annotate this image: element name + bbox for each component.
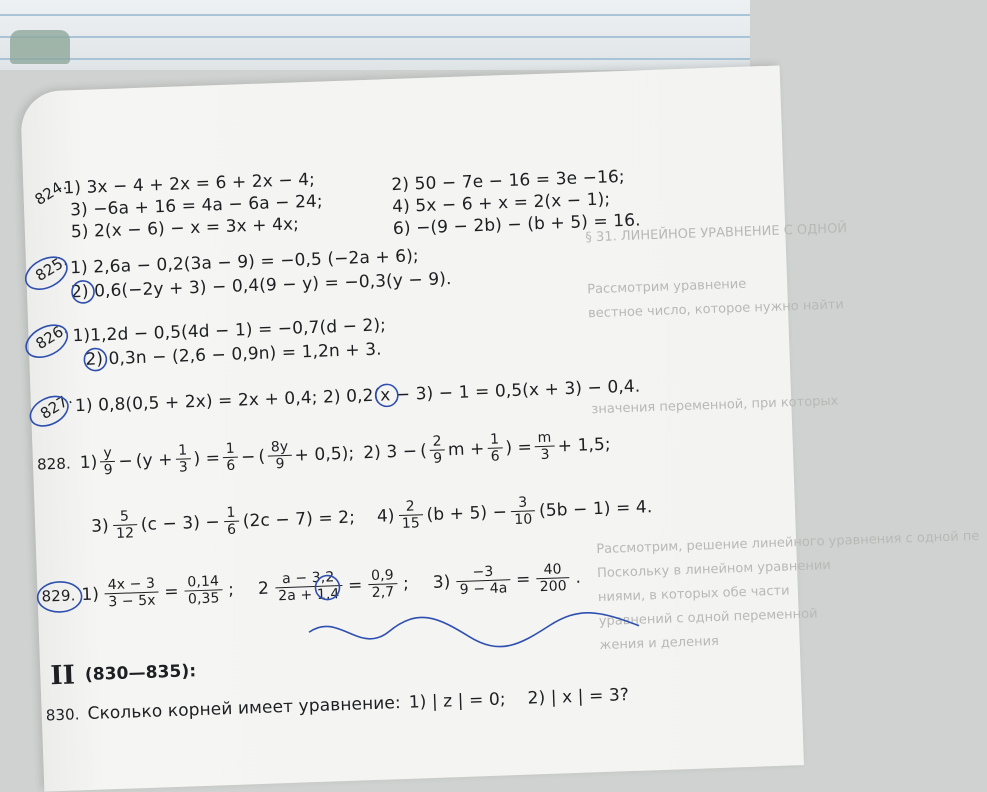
expression: + 0,5); <box>294 443 355 466</box>
section-roman-numeral: II <box>49 660 76 692</box>
answer-option: 2) | x | = 3? <box>527 685 630 709</box>
numerator: 3 <box>517 494 528 511</box>
operator: = <box>347 574 363 596</box>
numerator: −3 <box>472 563 494 581</box>
show-through-text: жения и деления <box>599 633 720 654</box>
fraction <box>429 433 445 467</box>
expression: (c − 3) − <box>140 511 221 535</box>
numerator: a − 3,2 <box>281 569 335 588</box>
separator: ; <box>402 573 410 594</box>
fraction <box>398 498 423 532</box>
fraction <box>112 508 137 542</box>
equation-826-2: 2) 0,3n − (2,6 − 0,9n) = 1,2n + 3. <box>85 339 382 370</box>
expression: ( <box>258 446 266 467</box>
denominator: 6 <box>487 447 503 465</box>
problem-number-825: 825. <box>32 251 71 285</box>
part-label: 3) <box>90 515 110 537</box>
numerator: 2 <box>405 498 416 515</box>
fraction <box>274 569 342 604</box>
equation-824-3: 3) −6a + 16 = 4a − 6a − 24; <box>69 191 324 221</box>
expression: m + <box>447 438 485 460</box>
answer-option: 1) | z | = 0; <box>408 689 506 713</box>
equation-824-5: 5) 2(x − 6) − x = 3x + 4x; <box>70 214 300 243</box>
show-through-text: Поскольку в линейном уравнении <box>596 557 831 582</box>
part-label: 3) <box>432 571 451 593</box>
fraction <box>104 575 158 610</box>
equation-824-1: 1) 3x − 4 + 2x = 6 + 2x − 4; <box>63 169 316 199</box>
numerator: m <box>537 429 552 447</box>
problem-number-827: 827. <box>37 389 76 423</box>
fraction <box>175 442 191 476</box>
denominator: 3 − 5x <box>105 591 159 610</box>
problem-number-826: 826. <box>32 319 71 353</box>
textbook-page <box>20 65 980 791</box>
expression: (b + 5) − <box>426 501 508 525</box>
numerator: y <box>103 445 113 462</box>
show-through-text: значения переменной, при которых <box>591 393 839 418</box>
question-830 <box>45 685 629 725</box>
equation-824-2: 2) 50 − 7e − 16 = 3e −16; <box>391 166 626 196</box>
fraction <box>456 563 511 598</box>
fraction <box>184 573 223 607</box>
expression: (5b − 1) = 4. <box>538 496 653 521</box>
equation-828-row-1 <box>36 428 611 481</box>
part-label: 1) <box>79 452 98 473</box>
equation-825-1: 1) 2,6a − 0,2(3a − 9) = −0,5 (−2a + 6); <box>69 246 420 279</box>
denominator: 9 − 4a <box>456 579 510 598</box>
part-label: 2 <box>257 578 270 599</box>
operator: − <box>118 450 134 472</box>
equation-825-2: 2) 0,6(−2y + 3) − 0,4(9 − y) = −0,3(y − 9). <box>70 269 452 303</box>
numerator: 5 <box>119 508 130 525</box>
fraction <box>223 505 239 539</box>
operator: = <box>515 568 531 590</box>
show-through-text: ниями, в которых обе части <box>597 583 790 606</box>
numerator: 1 <box>489 431 500 448</box>
denominator: 6 <box>223 457 239 475</box>
denominator: 9 <box>100 461 116 479</box>
fraction <box>268 439 293 473</box>
question-text: Сколько корней имеет уравнение: <box>87 693 402 725</box>
denominator: 12 <box>113 524 138 542</box>
denominator: 2a + 1,4 <box>275 585 343 604</box>
expression: (y + <box>135 449 173 471</box>
denominator: 3 <box>175 458 191 476</box>
fraction <box>534 430 555 464</box>
denominator: 200 <box>536 577 570 595</box>
equation-826-1: 1)1,2d − 0,5(4d − 1) = −0,7(d − 2); <box>72 315 387 347</box>
ink-wavy-underline <box>309 610 640 653</box>
notebook-spine <box>10 30 70 64</box>
numerator: 0,14 <box>187 573 220 591</box>
numerator: 1 <box>225 440 236 458</box>
numerator: 40 <box>543 561 562 579</box>
problem-number-824: 824. <box>31 175 70 209</box>
fraction <box>368 567 398 601</box>
fraction <box>536 561 570 595</box>
denominator: 3 <box>535 446 555 464</box>
problem-number-830: 830. <box>45 705 80 725</box>
fraction <box>487 431 503 465</box>
expression: ) = <box>505 436 533 458</box>
problem-number-828: 828. <box>36 453 72 474</box>
notebook-line <box>0 58 750 60</box>
section-heading <box>50 656 197 691</box>
separator: ; <box>227 579 235 600</box>
equation-824-6: 6) −(9 − 2b) − (b + 5) = 16. <box>392 210 641 240</box>
notebook-line <box>0 36 750 38</box>
denominator: 10 <box>511 510 536 528</box>
numerator: 8y <box>270 438 289 456</box>
numerator: 1 <box>177 442 188 459</box>
expression: ) = <box>193 447 221 469</box>
operator: − <box>240 446 256 468</box>
operator: = <box>163 581 180 602</box>
denominator: 2,7 <box>368 583 397 601</box>
equation-827: 1) 0,8(0,5 + 2x) = 2x + 0,4; 2) 0,2(x − 3) − 1 = 0,5(x + 3) − 0,4. <box>74 376 641 417</box>
numerator: 1 <box>226 504 236 522</box>
expression: ( <box>419 440 428 461</box>
numerator: 0,9 <box>370 567 394 585</box>
notebook-line <box>0 14 750 16</box>
part-label: 2) 3 − <box>362 440 418 463</box>
show-through-text: Рассмотрим, решение линейного уравнения с одной пе <box>596 528 980 558</box>
equation-828-row-2 <box>91 490 653 543</box>
show-through-text: уравнений с одной переменной <box>598 606 818 630</box>
expression: (2c − 7) = 2; <box>242 507 356 531</box>
show-through-text: Рассмотрим уравнение <box>586 276 747 298</box>
equation-829-row <box>41 561 581 613</box>
problem-number-829: 829. <box>41 585 76 606</box>
numerator: 2 <box>432 433 442 450</box>
section-range: (830—835): <box>84 661 197 686</box>
expression: + 1,5; <box>557 434 612 456</box>
denominator: 6 <box>224 521 240 539</box>
show-through-text: § 31. ЛИНЕЙНОЕ УРАВНЕНИЕ С ОДНОЙ <box>585 221 848 246</box>
part-label: 4) <box>376 505 395 527</box>
denominator: 15 <box>399 514 424 532</box>
show-through-text: вестное число, которое нужно найти <box>587 297 845 322</box>
equation-824-4: 4) 5x − 6 + x = 2(x − 1); <box>391 189 611 218</box>
fraction <box>100 445 116 479</box>
numerator: 4x − 3 <box>107 575 156 594</box>
denominator: 9 <box>430 449 446 467</box>
fraction <box>223 441 239 475</box>
denominator: 0,35 <box>185 589 223 607</box>
background-notebook <box>0 0 750 70</box>
separator: . <box>575 567 582 588</box>
denominator: 9 <box>268 455 292 473</box>
fraction <box>510 494 535 528</box>
part-label: 1) <box>81 584 100 605</box>
